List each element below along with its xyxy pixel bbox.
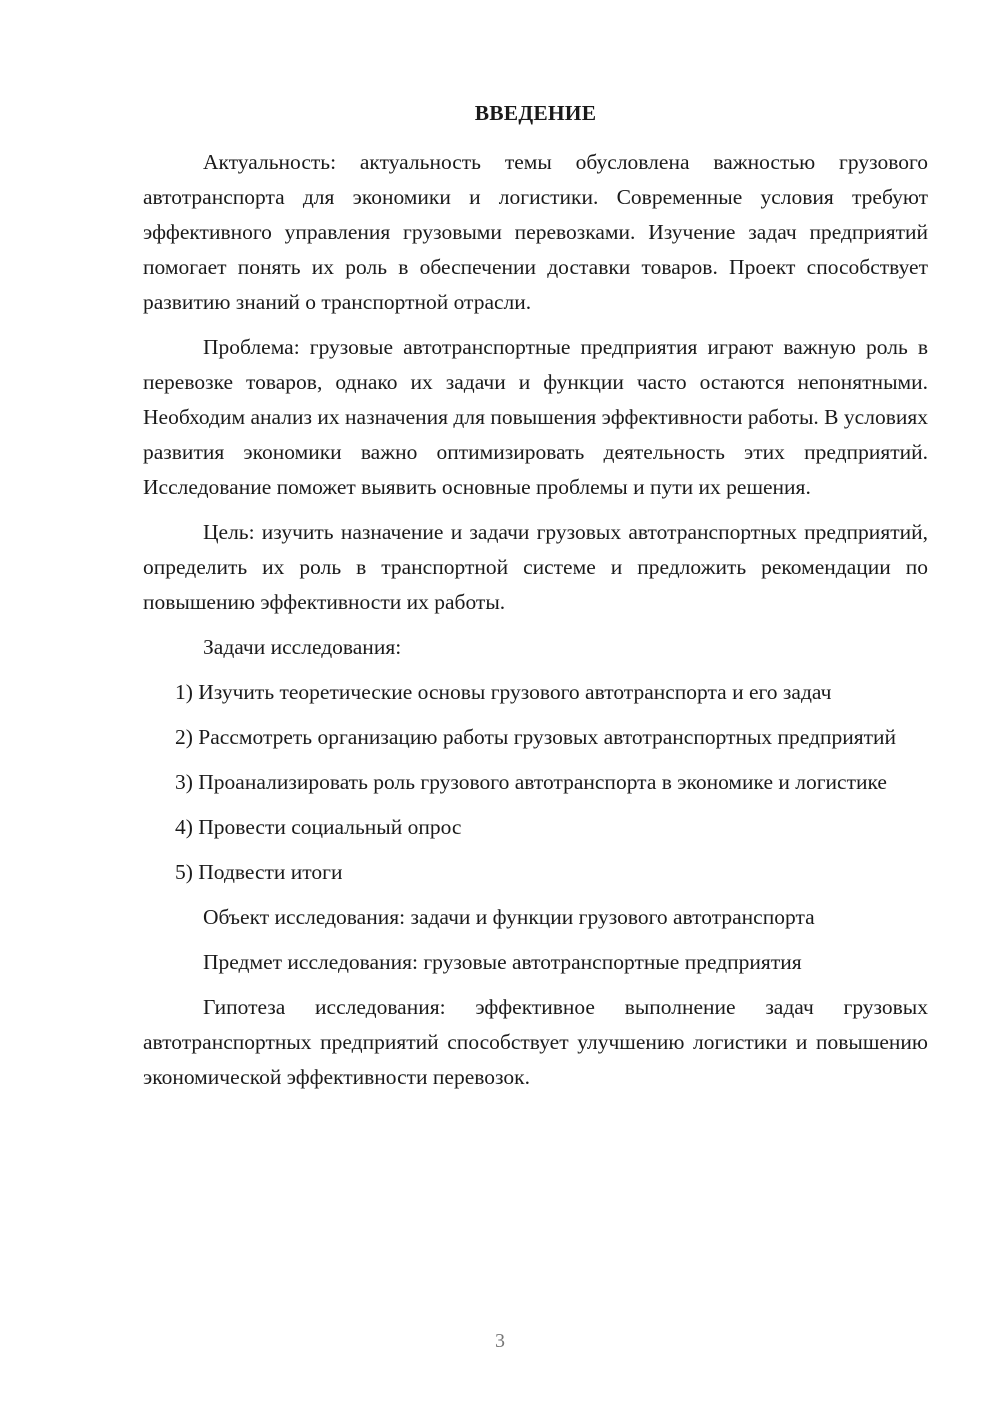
research-subject: Предмет исследования: грузовые автотранспортные предприятия <box>203 950 802 974</box>
tasks-heading: Задачи исследования: <box>203 635 402 659</box>
document-page <box>143 96 928 1105</box>
page-number: 3 <box>495 1330 505 1352</box>
research-object: Объект исследования: задачи и функции грузового автотранспорта <box>203 905 815 929</box>
task-item-1: 1) Изучить теоретические основы грузового автотранспорта и его задач <box>175 680 832 704</box>
research-hypothesis: Гипотеза исследования: эффективное выполнение задач грузовых автотранспортных предприятий способствует улучшению логистики и повышению экономической эффективности перевозок. <box>143 995 928 1089</box>
task-item-2: 2) Рассмотреть организацию работы грузовых автотранспортных предприятий <box>175 725 897 749</box>
paragraph-goal: Цель: изучить назначение и задачи грузовых автотранспортных предприятий, определить их роль в транспортной системе и предложить рекомендации по повышению эффективности их работы. <box>143 520 928 614</box>
paragraph-relevance: Актуальность: актуальность темы обусловлена важностью грузового автотранспорта для экономики и логистики. Современные условия требуют эффективного управления грузовыми перевозками. Изучение задач предприятий помогает понять их роль в обеспечении доставки товаров. Проект способствует развитию знаний о транспортной отрасли. <box>143 150 928 314</box>
task-item-3: 3) Проанализировать роль грузового автотранспорта в экономике и логистике <box>175 770 887 794</box>
task-item-5: 5) Подвести итоги <box>175 860 343 884</box>
task-item-4: 4) Провести социальный опрос <box>175 815 462 839</box>
paragraph-problem: Проблема: грузовые автотранспортные предприятия играют важную роль в перевозке товаров, однако их задачи и функции часто остаются непонятными. Необходим анализ их назначения для повышения эффективности работы. В условиях развития экономики важно оптимизировать деятельность этих предприятий. Исследование поможет выявить основные проблемы и пути их решения. <box>143 335 928 499</box>
page-title: ВВЕДЕНИЕ <box>474 101 597 125</box>
